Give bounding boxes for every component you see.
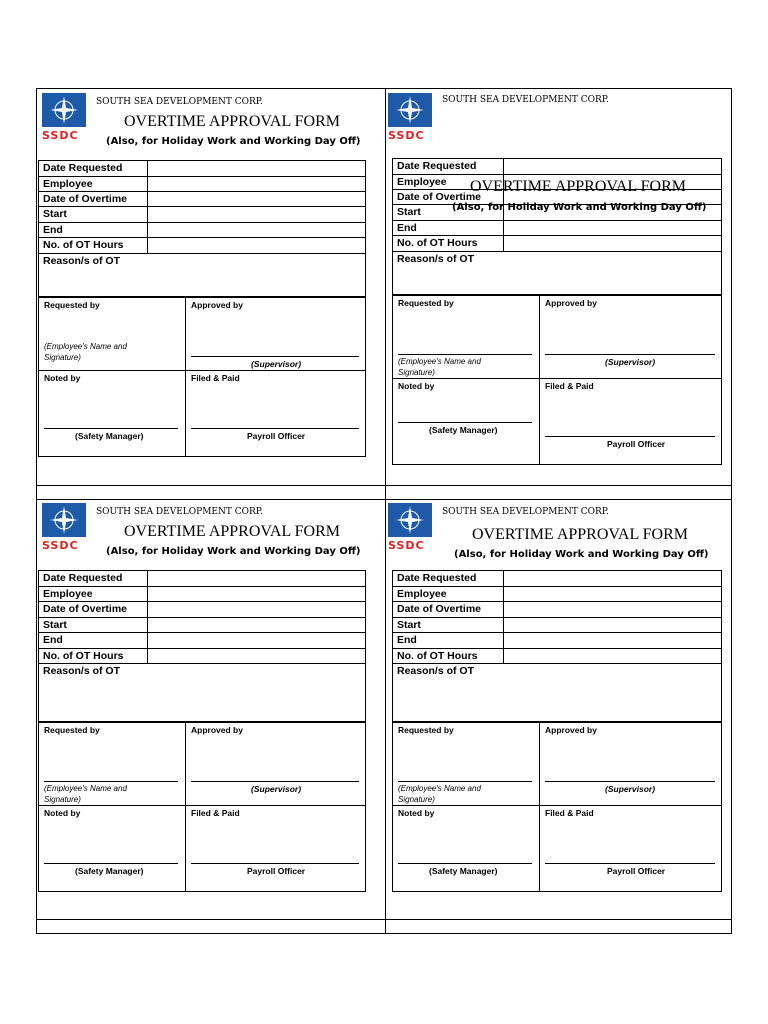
compass-star-logo-icon [42,503,86,537]
field-label: Date of Overtime [397,191,482,203]
fields-table [38,570,366,722]
signature-block [392,295,722,465]
signature-line [545,781,715,782]
company-name: SOUTH SEA DEVELOPMENT CORP. [96,507,263,517]
field-label: Date Requested [43,162,123,174]
field-row [393,571,721,587]
field-label: Date of Overtime [43,603,128,615]
signature-block [392,722,722,892]
field-row [39,664,365,721]
field-row [393,618,721,633]
company-name: SOUTH SEA DEVELOPMENT CORP. [442,507,609,517]
employee-note: (Employee's Name and Signature) [398,784,481,804]
field-row [39,571,365,587]
field-row [393,664,721,721]
safety-manager-label: (Safety Manager) [429,425,498,435]
payroll-officer-label: Payroll Officer [247,431,306,441]
field-label: No. of OT Hours [397,237,478,249]
signature-line [44,781,178,782]
signature-line [191,428,359,429]
field-label: End [43,224,63,236]
signature-line [191,863,359,864]
safety-manager-label: (Safety Manager) [75,866,144,876]
field-label: No. of OT Hours [43,239,124,251]
field-label: Date Requested [397,572,477,584]
filed-paid-label: Filed & Paid [191,373,240,383]
noted-by-label: Noted by [44,808,81,818]
field-row [393,649,721,664]
employee-note: (Employee's Name and Signature) [44,784,127,804]
noted-by-label: Noted by [398,381,435,391]
form-subtitle: (Also, for Holiday Work and Working Day Off) [454,549,709,560]
field-label: Date Requested [397,160,477,172]
field-label: Start [397,619,421,631]
field-row [39,223,365,238]
signature-block [38,722,366,892]
company-logo [388,93,432,142]
field-row [39,649,365,664]
form-title: OVERTIME APPROVAL FORM [470,178,686,195]
field-row [39,633,365,649]
approved-by-label: Approved by [545,725,597,735]
noted-by-label: Noted by [398,808,435,818]
field-label: Date of Overtime [397,603,482,615]
signature-line [44,428,178,429]
employee-note: (Employee's Name and Signature) [44,342,127,362]
field-row [393,602,721,618]
field-row [39,602,365,618]
signature-line [191,781,359,782]
compass-star-logo-icon [388,93,432,127]
logo-text: SSDC [42,129,79,142]
company-logo [42,93,86,142]
field-label: Reason/s of OT [43,665,121,677]
field-label: No. of OT Hours [43,650,124,662]
field-row [39,618,365,633]
field-row [393,252,721,294]
form-subtitle: (Also, for Holiday Work and Working Day Off) [106,546,361,557]
field-label: Employee [43,588,93,600]
company-logo [388,503,432,552]
form-title: OVERTIME APPROVAL FORM [472,526,688,543]
signature-line [398,781,532,782]
logo-text: SSDC [388,539,425,552]
company-name: SOUTH SEA DEVELOPMENT CORP. [96,97,263,107]
signature-line [398,422,532,423]
signature-line [398,863,532,864]
field-label: Reason/s of OT [397,665,475,677]
field-label: Date Requested [43,572,123,584]
form-subtitle: (Also, for Holiday Work and Working Day Off) [452,202,707,213]
signature-line [44,863,178,864]
signature-line [191,356,359,357]
field-row [39,161,365,177]
field-row [39,254,365,296]
field-label: Start [43,208,67,220]
field-label: End [43,634,63,646]
requested-by-label: Requested by [44,300,100,310]
approved-by-label: Approved by [545,298,597,308]
field-row [393,587,721,602]
field-label: No. of OT Hours [397,650,478,662]
approved-by-label: Approved by [191,725,243,735]
payroll-officer-label: Payroll Officer [247,866,306,876]
form-title: OVERTIME APPROVAL FORM [124,113,340,130]
noted-by-label: Noted by [44,373,81,383]
logo-text: SSDC [42,539,79,552]
field-row [39,238,365,254]
field-row [39,587,365,602]
field-row [39,207,365,223]
supervisor-label: (Supervisor) [251,359,302,369]
compass-star-logo-icon [388,503,432,537]
safety-manager-label: (Safety Manager) [429,866,498,876]
vertical-divider [385,89,386,933]
field-label: Employee [43,178,93,190]
requested-by-label: Requested by [398,725,454,735]
payroll-officer-label: Payroll Officer [607,439,666,449]
fields-table [38,160,366,297]
supervisor-label: (Supervisor) [605,357,656,367]
signature-line [398,354,532,355]
requested-by-label: Requested by [44,725,100,735]
field-label: Employee [397,176,447,188]
company-name: SOUTH SEA DEVELOPMENT CORP. [442,95,609,105]
field-label: Reason/s of OT [43,255,121,267]
field-label: End [397,634,417,646]
field-label: Reason/s of OT [397,253,475,265]
requested-by-label: Requested by [398,298,454,308]
approved-by-label: Approved by [191,300,243,310]
filed-paid-label: Filed & Paid [545,381,594,391]
field-label: End [397,222,417,234]
field-label: Start [397,206,421,218]
field-label: Employee [397,588,447,600]
compass-star-logo-icon [42,93,86,127]
payroll-officer-label: Payroll Officer [607,866,666,876]
form-subtitle: (Also, for Holiday Work and Working Day Off) [106,136,361,147]
form-title: OVERTIME APPROVAL FORM [124,523,340,540]
field-row [393,221,721,236]
row-divider [37,499,731,500]
field-label: Start [43,619,67,631]
field-row [393,236,721,252]
supervisor-label: (Supervisor) [605,784,656,794]
signature-block [38,297,366,457]
field-row [393,159,721,175]
logo-text: SSDC [388,129,425,142]
supervisor-label: (Supervisor) [251,784,302,794]
field-label: Date of Overtime [43,193,128,205]
filed-paid-label: Filed & Paid [191,808,240,818]
safety-manager-label: (Safety Manager) [75,431,144,441]
signature-line [545,863,715,864]
filed-paid-label: Filed & Paid [545,808,594,818]
signature-line [545,354,715,355]
company-logo [42,503,86,552]
employee-note: (Employee's Name and Signature) [398,357,481,377]
bottom-divider [37,919,731,920]
field-row [393,633,721,649]
signature-line [545,436,715,437]
field-row [39,177,365,192]
field-row [39,192,365,207]
row-divider [37,485,731,486]
fields-table [392,570,722,722]
